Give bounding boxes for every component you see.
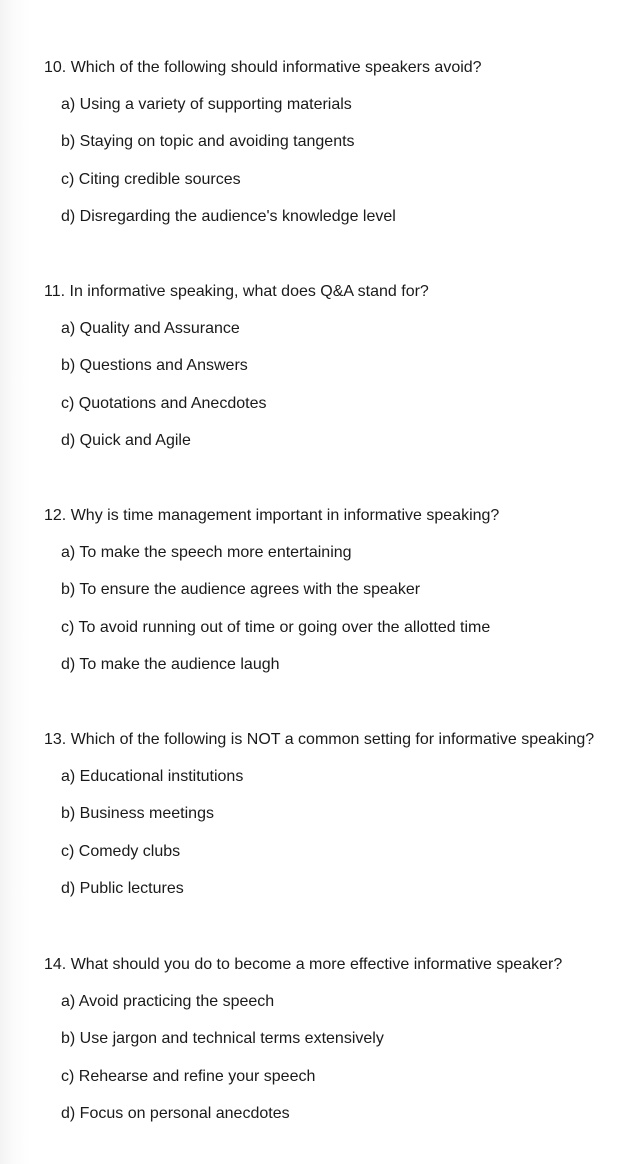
answer-option: d) Public lectures — [61, 880, 184, 897]
question-text: 12. Why is time management important in informative speaking? — [44, 507, 500, 524]
answer-option: c) Rehearse and refine your speech — [61, 1068, 316, 1085]
answer-option: c) Comedy clubs — [61, 843, 181, 860]
answer-option: b) Questions and Answers — [61, 357, 248, 374]
answer-option: a) Educational institutions — [61, 768, 244, 785]
answer-option: b) Use jargon and technical terms extensively — [61, 1030, 384, 1047]
answer-option: c) Citing credible sources — [61, 171, 241, 188]
answer-option: d) To make the audience laugh — [61, 656, 280, 673]
answer-option: a) To make the speech more entertaining — [61, 544, 352, 561]
question-text: 10. Which of the following should informative speakers avoid? — [44, 59, 482, 76]
question-text: 13. Which of the following is NOT a common setting for informative speaking? — [44, 731, 595, 748]
answer-option: b) To ensure the audience agrees with the speaker — [61, 581, 421, 598]
answer-option: a) Avoid practicing the speech — [61, 993, 275, 1010]
answer-option: c) To avoid running out of time or going over the allotted time — [61, 619, 491, 636]
question-text: 11. In informative speaking, what does Q&A stand for? — [44, 283, 429, 300]
answer-option: a) Using a variety of supporting materials — [61, 96, 352, 113]
answer-option: d) Quick and Agile — [61, 432, 191, 449]
question-text: 14. What should you do to become a more effective informative speaker? — [44, 956, 563, 973]
answer-option: d) Focus on personal anecdotes — [61, 1105, 290, 1122]
answer-option: b) Business meetings — [61, 805, 214, 822]
answer-option: c) Quotations and Anecdotes — [61, 395, 267, 412]
answer-option: d) Disregarding the audience's knowledge level — [61, 208, 396, 225]
answer-option: a) Quality and Assurance — [61, 320, 240, 337]
answer-option: b) Staying on topic and avoiding tangents — [61, 133, 355, 150]
